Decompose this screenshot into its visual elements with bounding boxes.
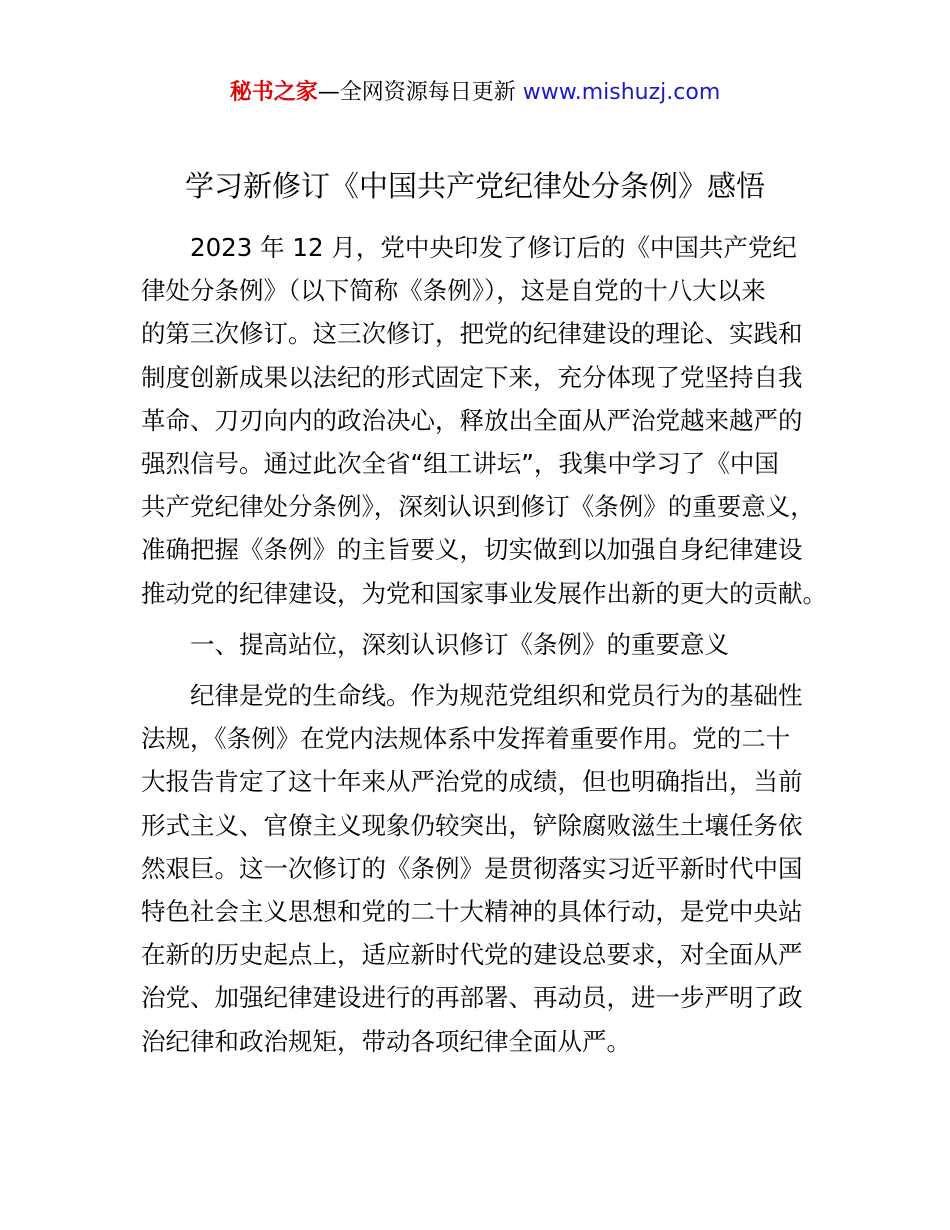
text-line: 特色社会主义思想和党的二十大精神的具体行动，是党中央站: [141, 897, 803, 927]
text-line: 一、提高站位，深刻认识修订《条例》的重要意义: [190, 629, 729, 659]
text-line: 推动党的纪律建设，为党和国家事业发展作出新的更大的贡献。: [141, 578, 827, 608]
site-tagline: —全网资源每日更新: [317, 80, 523, 105]
text-line: 大报告肯定了这十年来从严治党的成绩，但也明确指出，当前: [141, 767, 803, 797]
text-line: 共产党纪律处分条例》，深刻认识到修订《条例》的重要意义，: [141, 492, 815, 522]
site-header: [0, 76, 950, 110]
text-line: 在新的历史起点上，适应新时代党的建设总要求，对全面从严: [141, 940, 803, 970]
text-line: 治党、加强纪律建设进行的再部署、再动员，进一步严明了政: [141, 983, 803, 1013]
text-line: 纪律是党的生命线。作为规范党组织和党员行为的基础性: [190, 681, 803, 711]
text-line: 形式主义、官僚主义现象仍较突出，铲除腐败滋生土壤任务依: [141, 810, 803, 840]
text-line: 法规，《条例》在党内法规体系中发挥着重要作用。党的二十: [141, 724, 791, 754]
paragraph-section-1: [141, 674, 831, 1063]
site-url-link[interactable]: www.mishuzj.com: [522, 80, 721, 105]
document-title: 学习新修订《中国共产党纪律处分条例》感悟: [184, 169, 765, 203]
section-heading-1: [141, 623, 831, 666]
text-line: 准确把握《条例》的主旨要义，切实做到以加强自身纪律建设: [141, 535, 803, 565]
text-line: 的第三次修订。这三次修订，把党的纪律建设的理论、实践和: [141, 319, 803, 349]
text-line: 强烈信号。通过此次全省“组工讲坛”，我集中学习了《中国: [141, 449, 779, 479]
paragraph-intro: [141, 226, 831, 615]
text-line: 然艰巨。这一次修订的《条例》是贯彻落实习近平新时代中国: [141, 853, 803, 883]
text-line: 律处分条例》（以下简称《条例》），这是自党的十八大以来: [141, 276, 766, 306]
document-body: [141, 226, 831, 1063]
text-line: 2023 年 12 月，党中央印发了修订后的《中国共产党纪: [190, 233, 797, 262]
site-brand: 秘书之家: [229, 80, 318, 105]
text-line: 制度创新成果以法纪的形式固定下来，充分体现了党坚持自我: [141, 362, 803, 392]
text-line: 治纪律和政治规矩，带动各项纪律全面从严。: [141, 1026, 631, 1056]
text-line: 革命、刀刃向内的政治决心，释放出全面从严治党越来越严的: [141, 405, 803, 435]
